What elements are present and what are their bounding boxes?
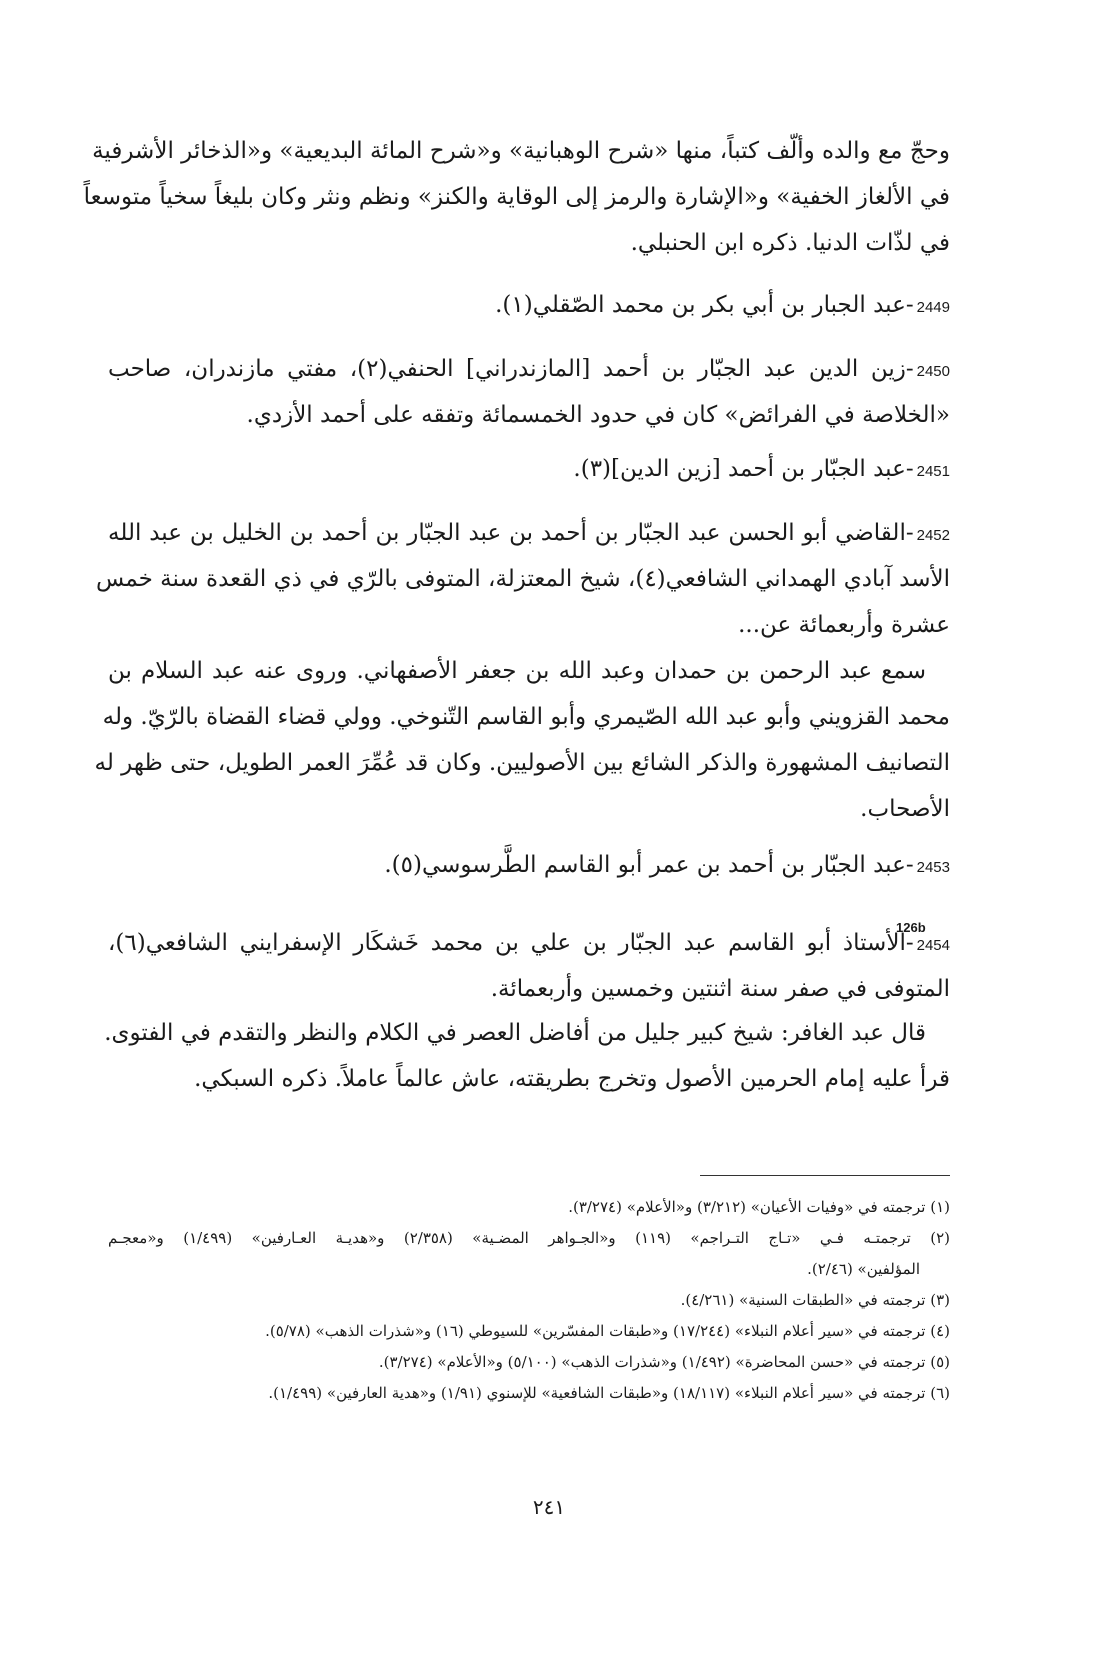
- entry-number: 2450: [916, 363, 950, 380]
- text-line: وحجّ مع والده وألّف كتباً، منها «شرح الوهبانية» و«شرح المائة البديعية» و«الذخائر الأشرفية: [92, 138, 950, 164]
- text-line: سمع عبد الرحمن بن حمدان وعبد الله بن جعفر الأصفهاني. وروى عنه عبد السلام بن: [108, 658, 926, 684]
- footnotes: [108, 1192, 950, 1409]
- entry-2454: 2454-الأستاذ أبو القاسم عبد الجبّار بن علي بن محمد خَشكَار الإسفرايني الشافعي(٦)، المتوفى في صفر سنة اثنتين وخمسين وأربعمائة.: [108, 920, 950, 1012]
- text-line: قرأ عليه إمام الحرمين الأصول وتخرج بطريقته، عاش عالماً عاملاً. ذكره السبكي.: [194, 1066, 950, 1092]
- entry-2451: 2451-عبد الجبّار بن أحمد [زين الدين](٣).: [573, 456, 950, 482]
- text-line: عشرة وأربعمائة عن...: [738, 612, 950, 638]
- footnote: (٥) ترجمته في «حسن المحاضرة» (١/٤٩٢) و«شذرات الذهب» (٥/١٠٠) و«الأعلام» (٣/٢٧٤).: [378, 1353, 950, 1371]
- text-line: محمد القزويني وأبو عبد الله الصّيمري وأبو القاسم التّنوخي. وولي قضاء القضاة بالرّيّ. وله: [102, 704, 950, 730]
- entry-2452: 2452-القاضي أبو الحسن عبد الجبّار بن أحمد بن عبد الجبّار بن أحمد بن الخليل بن عبد الله الأسد آبادي الهمداني الشافعي(٤)، شيخ المعتزلة، المتوفى بالرّي في ذي القعدة سنة خمس عشرة وأربعمائة عن...: [108, 510, 950, 648]
- text-line: عبد الجبّار بن أحمد بن عمر أبو القاسم الطَّرسوسي(٥).: [384, 852, 906, 878]
- text-line: عبد الجبار بن أبي بكر بن محمد الصّقلي(١).: [495, 292, 906, 318]
- footnote: (١) ترجمته في «وفيات الأعيان» (٣/٢١٢) و«الأعلام» (٣/٢٧٤).: [568, 1198, 950, 1216]
- text-line: عبد الجبّار بن أحمد [زين الدين](٣).: [573, 456, 906, 482]
- entry-2449: 2449-عبد الجبار بن أبي بكر بن محمد الصّقلي(١).: [495, 292, 950, 318]
- text-line: الأسد آبادي الهمداني الشافعي(٤)، شيخ المعتزلة، المتوفى بالرّي في ذي القعدة سنة خمس: [96, 566, 950, 592]
- text-line: القاضي أبو الحسن عبد الجبّار بن أحمد بن عبد الجبّار بن أحمد بن الخليل بن عبد الله: [108, 520, 906, 546]
- footnote: (٢) ترجمتـه فـي «تـاج التـراجم» (١١٩) و«الجـواهر المضـية» (٢/٣٥٨) و«هديـة العـارفين» (١/٤٩٩) و«معجـم: [108, 1229, 950, 1247]
- entry-2453: 2453-عبد الجبّار بن أحمد بن عمر أبو القاسم الطَّرسوسي(٥).: [384, 852, 950, 878]
- entry-number: 2451: [916, 463, 950, 480]
- footnote: (٦) ترجمته في «سير أعلام النبلاء» (١٨/١١٧) و«طبقات الشافعية» للإسنوي (١/٩١) و«هدية العارفين» (١/٤٩٩).: [268, 1384, 950, 1402]
- entry-2454-continued: [104, 1010, 950, 1102]
- text-line: المتوفى في صفر سنة اثنتين وخمسين وأربعمائة.: [490, 976, 950, 1002]
- entry-number: 2454: [916, 937, 950, 954]
- entry-2450: 2450-زين الدين عبد الجبّار بن أحمد [المازندراني] الحنفي(٢)، مفتي مازندران، صاحب «الخلاصة في الفرائض» كان في حدود الخمسمائة وتفقه على أحمد الأزدي.: [108, 346, 950, 438]
- intro-paragraph: [83, 128, 950, 266]
- footnote-continuation: المؤلفين» (٢/٤٦).: [807, 1260, 920, 1278]
- margin-folio-marker: 126b: [896, 920, 926, 935]
- page-number: ٢٤١: [532, 1495, 566, 1519]
- text-line: في لذّات الدنيا. ذكره ابن الحنبلي.: [630, 230, 950, 256]
- footnote-separator: [700, 1175, 950, 1176]
- footnote: (٤) ترجمته في «سير أعلام النبلاء» (١٧/٢٤٤) و«طبقات المفسّرين» للسيوطي (١٦) و«شذرات الذهب» (٥/٧٨).: [265, 1322, 950, 1340]
- entry-number: 2453: [916, 859, 950, 876]
- entry-number: 2449: [916, 299, 950, 316]
- text-line: التصانيف المشهورة والذكر الشائع بين الأصوليين. وكان قد عُمِّرَ العمر الطويل، حتى ظهر له: [94, 750, 950, 776]
- text-line: قال عبد الغافر: شيخ كبير جليل من أفاضل العصر في الكلام والنظر والتقدم في الفتوى.: [104, 1020, 926, 1046]
- entry-number: 2452: [916, 527, 950, 544]
- entry-2452-continued: [94, 648, 950, 832]
- footnote: (٣) ترجمته في «الطبقات السنية» (٤/٢٦١).: [680, 1291, 950, 1309]
- text-line: زين الدين عبد الجبّار بن أحمد [المازندراني] الحنفي(٢)، مفتي مازندران، صاحب: [108, 356, 906, 382]
- text-line: في الألغاز الخفية» و«الإشارة والرمز إلى الوقاية والكنز» ونظم ونثر وكان بليغاً سخياً متوسعاً: [83, 184, 950, 210]
- text-line: الأستاذ أبو القاسم عبد الجبّار بن علي بن محمد خَشكَار الإسفرايني الشافعي(٦)،: [108, 930, 906, 956]
- text-line: «الخلاصة في الفرائض» كان في حدود الخمسمائة وتفقه على أحمد الأزدي.: [246, 402, 950, 428]
- text-line: الأصحاب.: [860, 796, 950, 822]
